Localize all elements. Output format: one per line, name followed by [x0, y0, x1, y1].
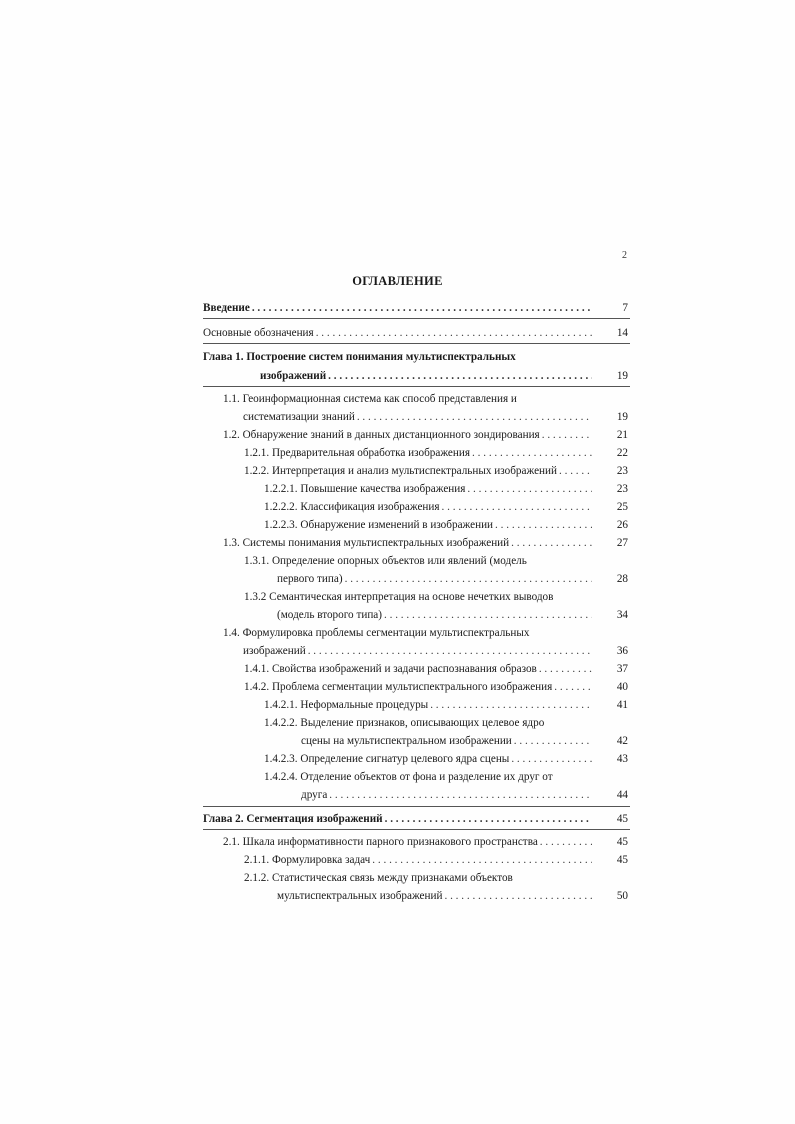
divider — [203, 318, 630, 319]
toc-page-number: 26 — [616, 519, 628, 531]
toc-entry-label: 1.2.2.2. Классификация изображения — [264, 501, 440, 513]
toc-entry-1-2-2[interactable] — [244, 464, 592, 478]
toc-entry-label: 2.1. Шкала информативности парного признакового пространства — [223, 836, 538, 848]
toc-entry-2-1[interactable] — [223, 835, 592, 849]
toc-entry-label: Основные обозначения — [203, 327, 314, 339]
dot-leader — [316, 326, 592, 340]
toc-page-number: 14 — [616, 327, 628, 339]
dot-leader — [514, 734, 592, 748]
toc-entry-2-1-2-cont[interactable] — [277, 889, 592, 903]
toc-entry-1-3-2[interactable]: 1.3.2 Семантическая интерпретация на основе нечетких выводов — [244, 591, 554, 603]
toc-entry-1-4-2-1[interactable] — [264, 698, 592, 712]
toc-entry-1-4-2[interactable] — [244, 680, 592, 694]
toc-title: ОГЛАВЛЕНИЕ — [352, 274, 443, 288]
toc-entry-label: сцены на мультиспектральном изображении — [301, 735, 512, 747]
dot-leader — [444, 889, 592, 903]
toc-page-number: 44 — [616, 789, 628, 801]
toc-page-number: 19 — [616, 411, 628, 423]
dot-leader — [511, 752, 592, 766]
toc-entry-2-1-1[interactable] — [244, 853, 592, 867]
dot-leader — [345, 572, 592, 586]
dot-leader — [252, 301, 592, 315]
toc-entry-1-4[interactable]: 1.4. Формулировка проблемы сегментации мультиспектральных — [223, 627, 530, 639]
dot-leader — [542, 428, 592, 442]
toc-entry-1-4-cont[interactable] — [243, 644, 592, 658]
dot-leader — [384, 608, 592, 622]
toc-entry-label: 1.2.1. Предварительная обработка изображения — [244, 447, 471, 459]
divider — [203, 806, 630, 807]
toc-page-number: 27 — [616, 537, 628, 549]
toc-entry-1-4-2-2[interactable]: 1.4.2.2. Выделение признаков, описывающих целевое ядро — [264, 717, 545, 729]
toc-entry-1-4-2-3[interactable] — [264, 752, 592, 766]
dot-leader — [554, 680, 592, 694]
toc-entry-label: первого типа) — [277, 573, 343, 585]
dot-leader — [329, 788, 592, 802]
divider — [203, 343, 630, 344]
toc-page-number: 45 — [616, 854, 628, 866]
dot-leader — [539, 662, 592, 676]
toc-page-number: 50 — [616, 890, 628, 902]
toc-page-number: 23 — [616, 483, 628, 495]
toc-entry-notation[interactable] — [203, 326, 592, 340]
dot-leader — [472, 446, 592, 460]
toc-entry-label: друга — [301, 789, 328, 801]
toc-entry-label: 1.4.2.3. Определение сигнатур целевого ядра сцены — [264, 753, 510, 765]
toc-page-number: 45 — [616, 836, 628, 848]
toc-entry-label: изображений — [260, 370, 327, 382]
toc-entry-label: (модель второго типа) — [277, 609, 382, 621]
toc-entry-1-2-2-2[interactable] — [264, 500, 592, 514]
dot-leader — [430, 698, 592, 712]
toc-entry-1-4-2-2-cont[interactable] — [301, 734, 592, 748]
toc-entry-label: 1.4.2.1. Неформальные процедуры — [264, 699, 429, 711]
toc-entry-2-1-2[interactable]: 2.1.2. Статистическая связь между признаками объектов — [244, 872, 513, 884]
dot-leader — [372, 853, 592, 867]
toc-page-number: 43 — [616, 753, 628, 765]
dot-leader — [385, 812, 592, 826]
dot-leader — [511, 536, 592, 550]
toc-entry-chapter-2[interactable] — [203, 812, 592, 826]
toc-entry-intro[interactable] — [203, 301, 592, 315]
toc-page-number: 40 — [616, 681, 628, 693]
toc-entry-1-2[interactable] — [223, 428, 592, 442]
toc-entry-1-2-1[interactable] — [244, 446, 592, 460]
toc-page-number: 28 — [616, 573, 628, 585]
toc-entry-label: изображений — [243, 645, 306, 657]
page-number: 2 — [622, 250, 627, 261]
dot-leader — [467, 482, 592, 496]
toc-entry-1-3[interactable] — [223, 536, 592, 550]
toc-entry-label: 1.4.1. Свойства изображений и задачи распознавания образов — [244, 663, 537, 675]
toc-page-number: 23 — [616, 465, 628, 477]
toc-entry-label: 1.2.2. Интерпретация и анализ мультиспектральных изображений — [244, 465, 558, 477]
toc-entry-1-1-cont[interactable] — [243, 410, 592, 424]
toc-entry-label: 1.4.2. Проблема сегментации мультиспектрального изображения — [244, 681, 553, 693]
toc-entry-label: систематизации знаний — [243, 411, 355, 423]
toc-page-number: 37 — [616, 663, 628, 675]
toc-entry-1-2-2-3[interactable] — [264, 518, 592, 532]
toc-page-number: 36 — [616, 645, 628, 657]
toc-entry-1-1[interactable]: 1.1. Геоинформационная система как способ представления и — [223, 393, 517, 405]
toc-entry-chapter-1[interactable]: Глава 1. Построение систем понимания мультиспектральных — [203, 351, 516, 363]
toc-page-number: 41 — [616, 699, 628, 711]
dot-leader — [540, 835, 592, 849]
toc-entry-1-4-1[interactable] — [244, 662, 592, 676]
toc-page-number: 7 — [622, 302, 628, 314]
toc-page-number: 25 — [616, 501, 628, 513]
toc-entry-1-3-1-cont[interactable] — [277, 572, 592, 586]
toc-page-number: 45 — [616, 813, 628, 825]
toc-entry-label: 2.1.1. Формулировка задач — [244, 854, 371, 866]
divider — [203, 829, 630, 830]
toc-entry-1-4-2-4-cont[interactable] — [301, 788, 592, 802]
dot-leader — [495, 518, 592, 532]
toc-entry-label: 1.2.2.1. Повышение качества изображения — [264, 483, 466, 495]
toc-entry-chapter-1-cont[interactable] — [260, 369, 592, 383]
dot-leader — [357, 410, 592, 424]
toc-entry-label: Введение — [203, 302, 250, 314]
toc-entry-1-3-2-cont[interactable] — [277, 608, 592, 622]
toc-entry-1-3-1[interactable]: 1.3.1. Определение опорных объектов или явлений (модель — [244, 555, 527, 567]
toc-page-number: 21 — [616, 429, 628, 441]
toc-page-number: 42 — [616, 735, 628, 747]
toc-entry-1-2-2-1[interactable] — [264, 482, 592, 496]
dot-leader — [328, 369, 592, 383]
toc-entry-label: Глава 2. Сегментация изображений — [203, 813, 383, 825]
toc-entry-label: 1.2.2.3. Обнаружение изменений в изображении — [264, 519, 494, 531]
toc-entry-1-4-2-4[interactable]: 1.4.2.4. Отделение объектов от фона и разделение их друг от — [264, 771, 553, 783]
dot-leader — [442, 500, 592, 514]
toc-page-number: 19 — [616, 370, 628, 382]
divider — [203, 386, 630, 387]
toc-entry-label: мультиспектральных изображений — [277, 890, 443, 902]
toc-entry-label: 1.3. Системы понимания мультиспектральных изображений — [223, 537, 510, 549]
dot-leader — [308, 644, 592, 658]
toc-page-number: 22 — [616, 447, 628, 459]
toc-page-number: 34 — [616, 609, 628, 621]
toc-entry-label: 1.2. Обнаружение знаний в данных дистанционного зондирования — [223, 429, 540, 441]
